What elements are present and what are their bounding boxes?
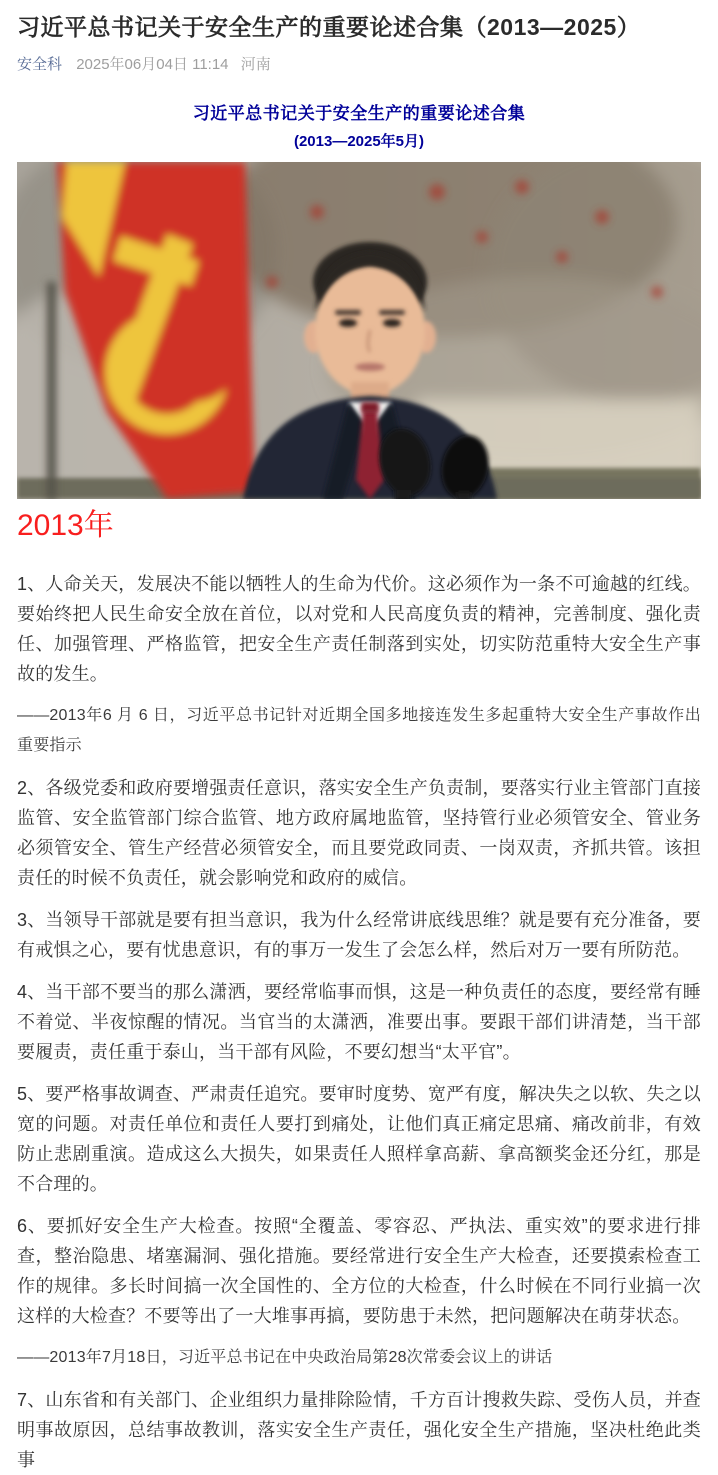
publish-location: 河南 xyxy=(240,56,271,74)
quote-source-2: ——2013年7月18日，习近平总书记在中央政治局第28次常委会议上的讲话 xyxy=(17,1349,553,1367)
quote-paragraph-4: 4、当干部不要当的那么潇洒，要经常临事而惧，这是一种负责任的态度，要经常有睡不着觉、半夜惊醒的情况。当官当的太潇洒，准要出事。要跟干部们讲清楚，当干部要履责，责任重于泰山，当干部有风险，不要幻想当“太平官”。 xyxy=(17,982,701,1063)
xi-jinping-photo-illustration xyxy=(17,162,701,499)
document-title: 习近平总书记关于安全生产的重要论述合集 xyxy=(192,104,526,124)
quote-paragraph-2: 2、各级党委和政府要增强责任意识，落实安全生产负责制，要落实行业主管部门直接监管、安全监管部门综合监管、地方政府属地监管，坚持管行业必须管安全、管业务必须管安全、管生产经营必须管安全，而且要党政同责、一岗双责，齐抓共管。该担责任的时候不负责任，就会影响党和政府的威信。 xyxy=(17,778,701,889)
quote-paragraph-7: 7、山东省和有关部门、企业组织力量排除险情，千方百计搜救失踪、受伤人员，并查明事故原因，总结事故教训，落实安全生产责任，强化安全生产措施，坚决杜绝此类事 xyxy=(17,1390,701,1471)
article-page xyxy=(0,12,718,1475)
article-meta xyxy=(17,55,701,75)
section-heading-2013: 2013年 xyxy=(17,509,114,543)
quote-paragraph-1: 1、人命关天，发展决不能以牺牲人的生命为代价。这必须作为一条不可逾越的红线。要始终把人民生命安全放在首位，以对党和人民高度负责的精神，完善制度、强化责任、加强管理、严格监管，把安全生产责任制落到实处，切实防范重特大安全生产事故的发生。 xyxy=(17,574,701,685)
document-subtitle: (2013—2025年5月) xyxy=(293,133,425,151)
author-link[interactable]: 安全科 xyxy=(17,56,63,74)
quote-source-1: ——2013年6 月 6 日，习近平总书记针对近期全国多地接连发生多起重特大安全生产事故作出重要指示 xyxy=(17,707,701,755)
publish-date: 2025年06月04日 11:14 xyxy=(76,56,229,74)
quote-paragraph-5: 5、要严格事故调查、严肃责任追究。要审时度势、宽严有度，解决失之以软、失之以宽的问题。对责任单位和责任人要打到痛处，让他们真正痛定思痛、痛改前非，有效防止悲剧重演。造成这么大损失，如果责任人照样拿高薪、拿高额奖金还分红，那是不合理的。 xyxy=(17,1084,701,1195)
quote-paragraph-3: 3、当领导干部就是要有担当意识，我为什么经常讲底线思维？就是要有充分准备，要有戒惧之心，要有忧患意识，有的事万一发生了会怎么样，然后对万一要有所防范。 xyxy=(17,910,701,961)
quote-paragraph-6: 6、要抓好安全生产大检查。按照“全覆盖、零容忍、严执法、重实效”的要求进行排查，整治隐患、堵塞漏洞、强化措施。要经常进行安全生产大检查，还要摸索检查工作的规律。多长时间搞一次全国性的、全方位的大检查，什么时候在不同行业搞一次这样的大检查？不要等出了一大堆事再搞，要防患于未然，把问题解决在萌芽状态。 xyxy=(17,1216,701,1327)
article-photo[interactable] xyxy=(17,162,701,499)
page-title: 习近平总书记关于安全生产的重要论述合集（2013—2025） xyxy=(17,14,641,40)
